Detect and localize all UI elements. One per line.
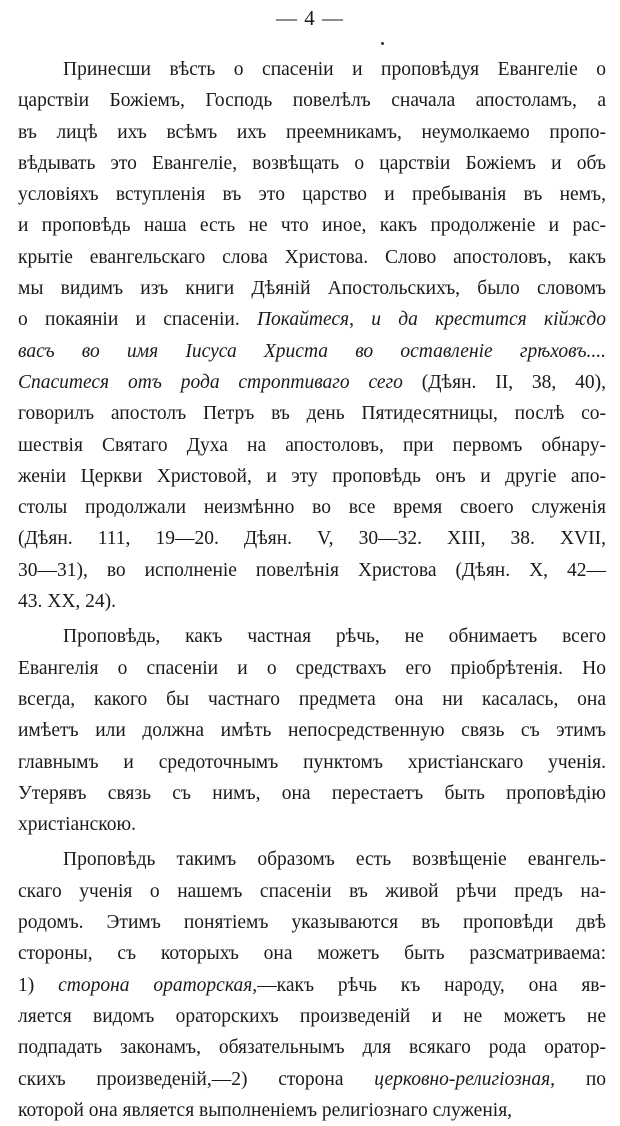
text-run: которой она является выполненіемъ религіознаго служенія, [18, 1099, 513, 1121]
text-run: имѣетъ или должна имѣть непосредственную связь съ этимъ [18, 720, 606, 742]
text-line [18, 85, 606, 116]
text-run: (Дѣян. 111, 19—20. Дѣян. V, 30—32. XIII, 38. XVII, [18, 528, 606, 550]
print-speck [381, 42, 384, 45]
text-line [18, 336, 606, 367]
text-run: столы продолжали неизмѣнно во все время своего служенія [18, 497, 606, 519]
text-line [18, 492, 606, 523]
text-line [18, 210, 606, 241]
italic-text: Спаситеся отъ рода строптиваго сего [18, 371, 403, 393]
text-line [18, 117, 606, 148]
italic-text: Покайтеся, и да крестится кійждо [256, 309, 606, 331]
text-line [18, 778, 606, 809]
text-run: христіанскою. [18, 814, 136, 836]
text-line [18, 653, 606, 684]
paragraph [18, 844, 606, 1126]
text-run: подпадать законамъ, обязательнымъ для всякаго рода оратор- [18, 1037, 606, 1059]
text-line [18, 273, 606, 304]
text-run: Утерявъ связь съ нимъ, она перестаетъ быть проповѣдію [18, 782, 606, 804]
text-line [18, 970, 606, 1001]
text-run: (Дѣян. II, 38, 40), [402, 371, 606, 393]
text-line [18, 907, 606, 938]
text-line [18, 1064, 606, 1095]
text-run: 30—31), во исполненіе повелѣнія Христова (Дѣян. X, 42— [18, 559, 606, 581]
text-run: мы видимъ изъ книги Дѣяній Апостольскихъ, было словомъ [18, 278, 606, 300]
italic-text: церковно-религіозная, [374, 1068, 556, 1090]
text-run: вѣдывать это Евангеліе, возвѣщать о царствіи Божіемъ и объ [18, 152, 606, 174]
text-run: Принесши вѣсть о спасеніи и проповѣдуя Евангеліе о [63, 59, 606, 80]
text-line [18, 844, 606, 875]
text-run: по [555, 1068, 607, 1090]
text-run: родомъ. Этимъ понятіемъ указываются въ проповѣди двѣ [18, 912, 606, 934]
text-line [18, 242, 606, 273]
text-run: о покаяніи и спасеніи. [18, 309, 257, 331]
text-run: скаго ученія о нашемъ спасеніи въ живой рѣчи предъ на- [18, 880, 606, 902]
text-run: главнымъ и средоточнымъ пунктомъ христіанскаго ученія. [18, 751, 606, 773]
italic-text: васъ во имя Іисуса Христа во оставленіе грѣховъ.... [18, 340, 606, 362]
text-run: стороны, съ которыхъ она можетъ быть разсматриваема: [18, 943, 606, 965]
page-number: — 4 — [276, 6, 344, 30]
text-run: крытіе евангельскаго слова Христова. Слово апостоловъ, какъ [18, 246, 606, 268]
text-run: всегда, какого бы частнаго предмета она ни касалась, она [18, 688, 606, 710]
text-line [18, 367, 606, 398]
text-run: условіяхъ вступленія въ это царство и пребыванія въ немъ, [18, 184, 606, 206]
text-line [18, 304, 606, 335]
text-line [18, 148, 606, 179]
text-line [18, 1001, 606, 1032]
text-run: 43. XX, 24). [18, 591, 117, 613]
text-line [18, 430, 606, 461]
text-line [18, 809, 606, 840]
paragraph [18, 621, 606, 840]
text-line [18, 555, 606, 586]
text-run: говорилъ апостолъ Петръ въ день Пятидесятницы, послѣ со- [18, 403, 606, 425]
text-run: 1) [18, 974, 59, 996]
text-line [18, 398, 606, 429]
text-run: скихъ произведеній,—2) сторона [18, 1068, 375, 1090]
body-text [18, 54, 606, 1126]
text-line [18, 179, 606, 210]
text-line [18, 938, 606, 969]
text-run: въ лицѣ ихъ всѣмъ ихъ преемникамъ, неумолкаемо пропо- [18, 121, 606, 143]
text-run: царствіи Божіемъ, Господь повелѣлъ сначала апостоламъ, а [18, 90, 606, 112]
text-line [18, 461, 606, 492]
text-line [18, 747, 606, 778]
text-line [18, 586, 606, 617]
italic-text: сторона ораторская, [58, 974, 258, 996]
text-line [18, 715, 606, 746]
text-run: шествія Святаго Духа на апостоловъ, при первомъ обнару- [18, 434, 606, 456]
text-line [18, 621, 606, 652]
text-line [18, 876, 606, 907]
text-line [18, 684, 606, 715]
paragraph [18, 54, 606, 617]
text-run: Евангелія о спасеніи и о средствахъ его пріобрѣтенія. Но [18, 657, 606, 679]
text-run: Проповѣдь такимъ образомъ есть возвѣщеніе евангель- [63, 849, 606, 871]
text-run: ляется видомъ ораторскихъ произведеній и не можетъ не [18, 1005, 606, 1027]
text-run: Проповѣдь, какъ частная рѣчь, не обнимаетъ всего [63, 626, 606, 648]
text-run: и проповѣдь наша есть не что иное, какъ продолженіе и рас- [18, 215, 606, 237]
text-line [18, 54, 606, 85]
text-line [18, 523, 606, 554]
text-run: —какъ рѣчь къ народу, она яв- [257, 974, 606, 996]
text-line [18, 1095, 606, 1126]
text-run: женіи Церкви Христовой, и эту проповѣдь онъ и другіе апо- [18, 465, 606, 487]
text-line [18, 1032, 606, 1063]
